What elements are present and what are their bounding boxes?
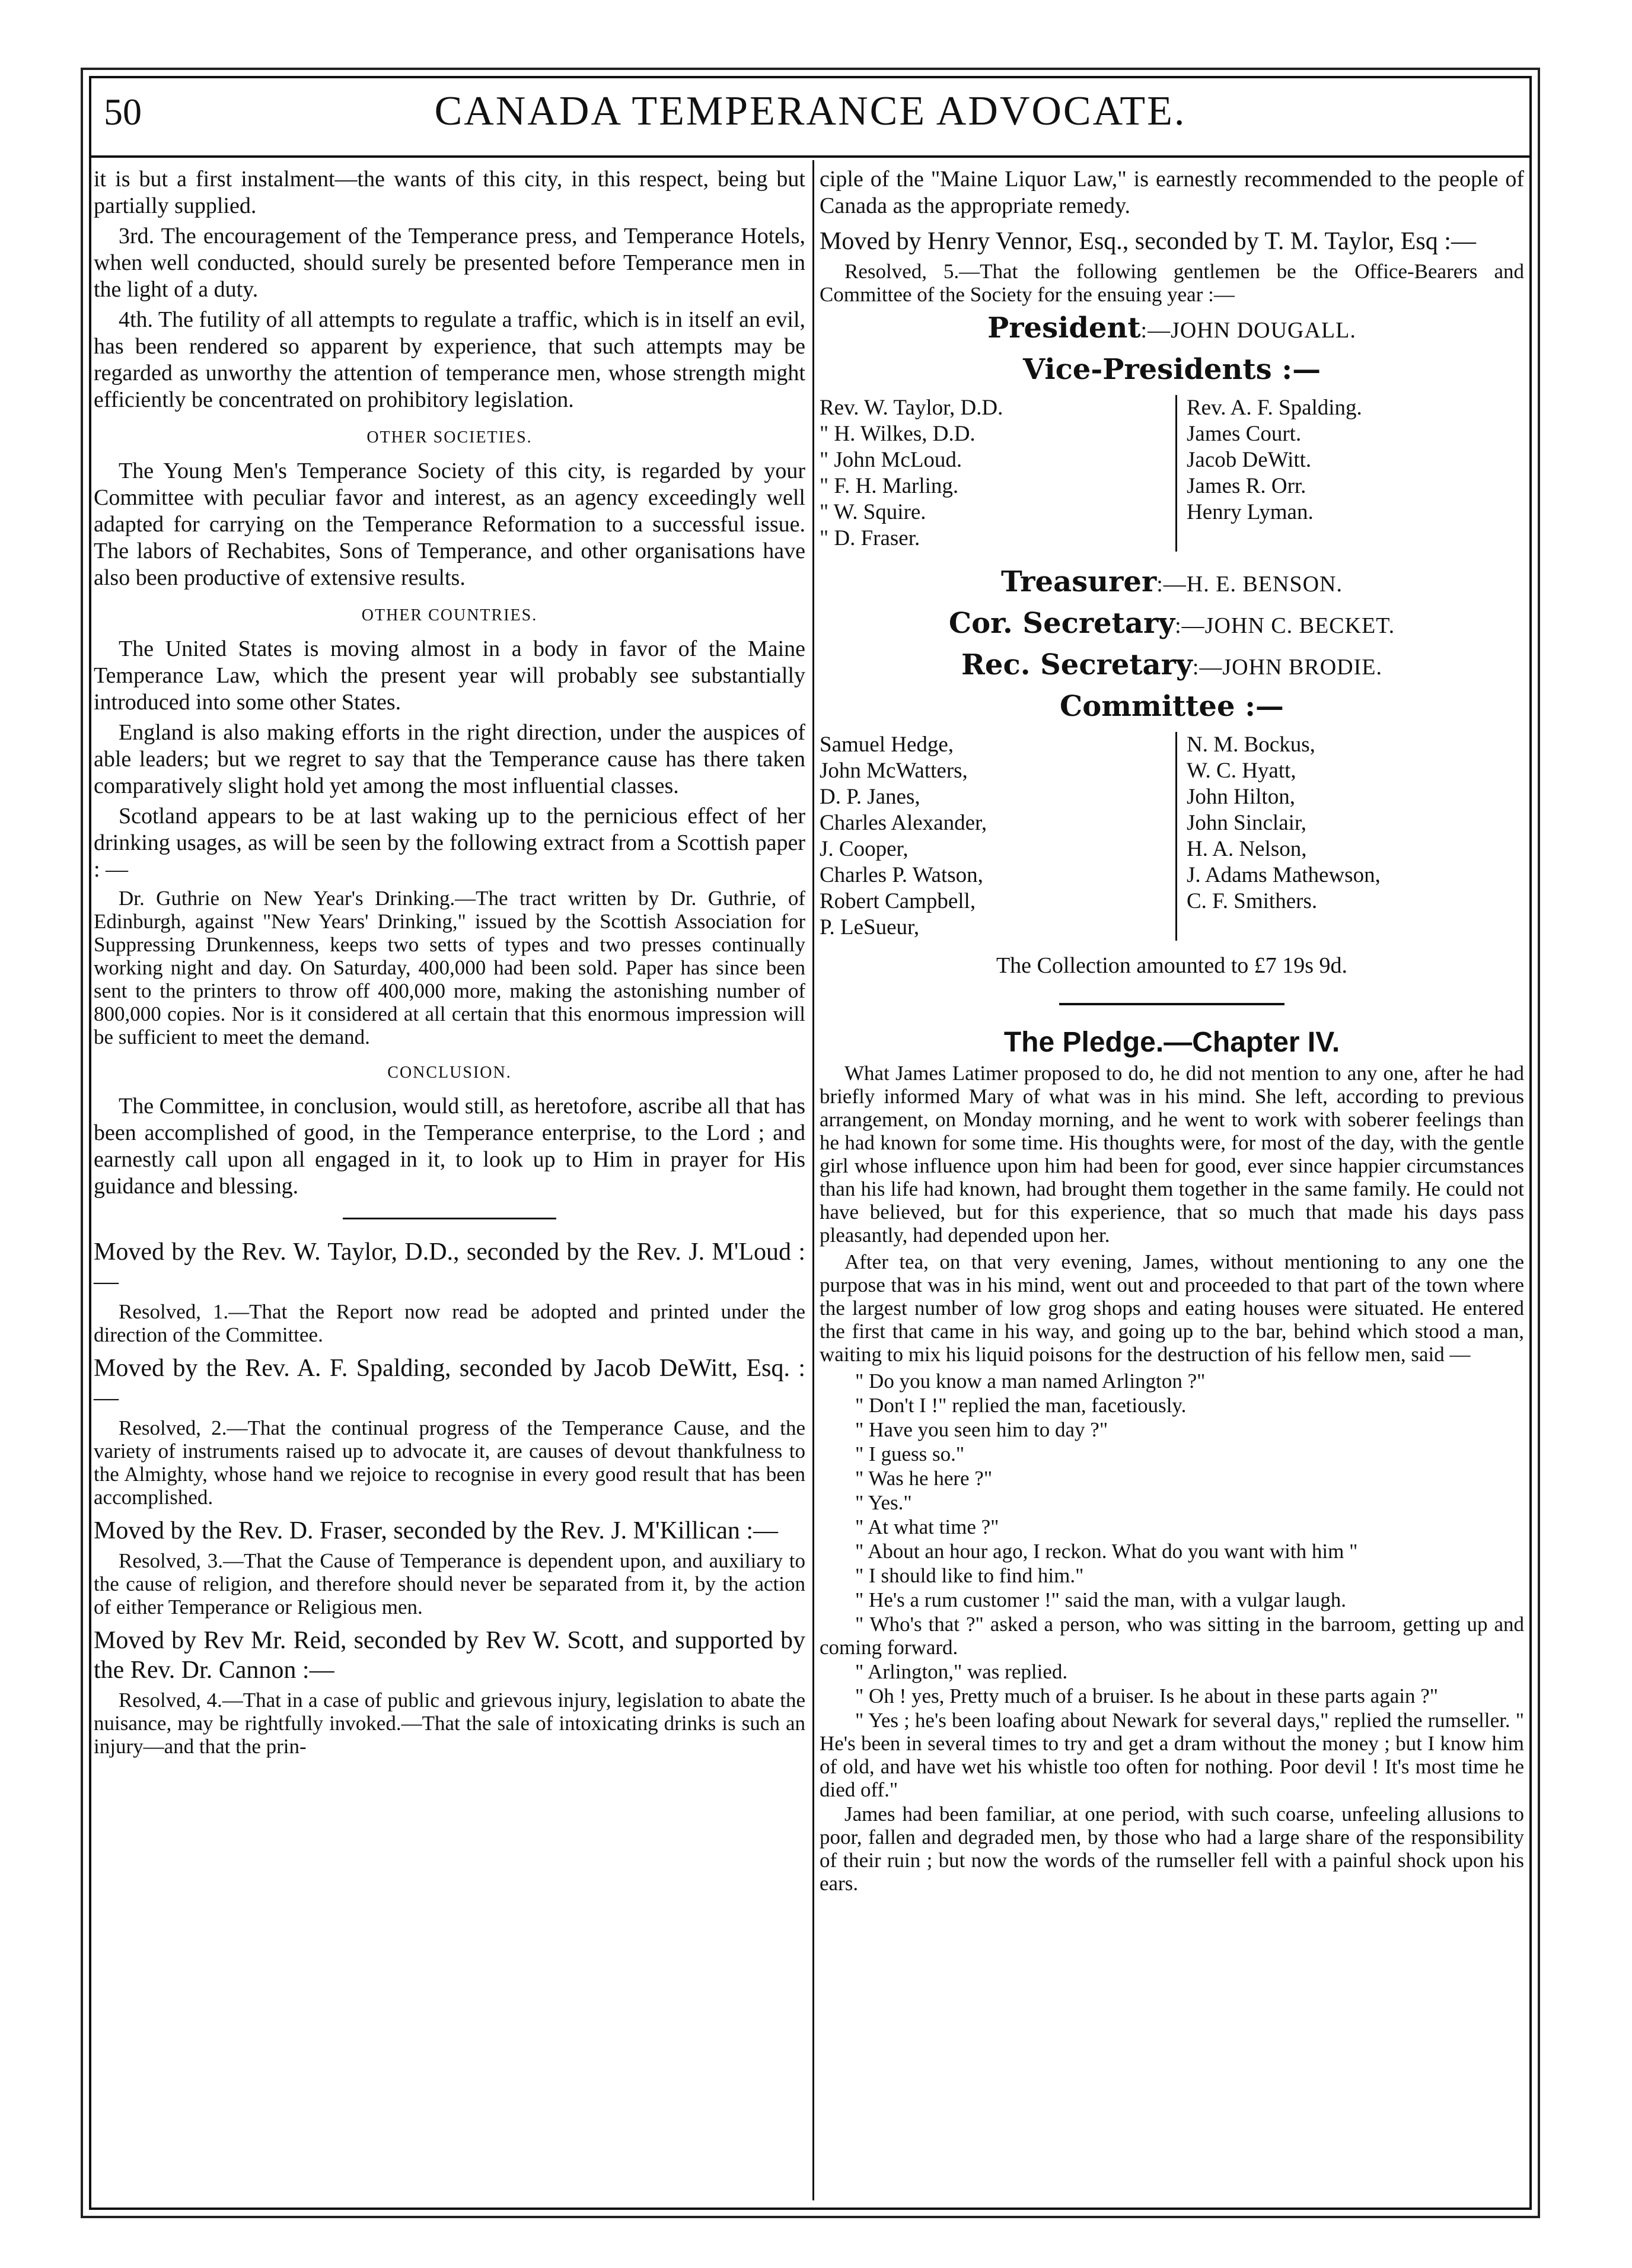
list-item: " John McLoud. bbox=[820, 448, 962, 472]
rec-secretary-line bbox=[820, 646, 1524, 686]
list-item: W. C. Hyatt, bbox=[1187, 759, 1296, 783]
paragraph: 4th. The futility of all attempts to regulate a traffic, which is in itself an evil, has been rendered so apparent by experience, that such attempts may be regarded as unworthy the attention of temperance men, whose strength might efficiently be concentrated on prohibitory legislation. bbox=[94, 307, 805, 412]
list-item: Rev. W. Taylor, D.D. bbox=[820, 396, 1003, 420]
list-item: John Sinclair, bbox=[1187, 811, 1307, 835]
rec-secretary-label: Rec. Secretary bbox=[961, 648, 1193, 681]
list-item: John Hilton, bbox=[1187, 785, 1295, 809]
committee-list bbox=[820, 732, 1524, 941]
list-item: H. A. Nelson, bbox=[1187, 837, 1307, 861]
motion: Moved by Henry Vennor, Esq., seconded by T. M. Taylor, Esq :— bbox=[820, 228, 1476, 255]
right-column bbox=[820, 166, 1524, 1899]
vice-presidents-label: Vice-Presidents :— bbox=[1022, 353, 1321, 386]
paragraph: England is also making efforts in the right direction, under the auspices of able leaders; but we regret to say that the Temperance cause has there taken comparatively slight hold yet among the most influential classes. bbox=[94, 720, 805, 798]
vice-presidents-list bbox=[820, 395, 1524, 552]
section-rule bbox=[1059, 1003, 1284, 1005]
resolution: Resolved, 4.—That in a case of public and grievous injury, legislation to abate the nuisance, may be rightfully invoked.—That the sale of intoxicating drinks is such an injury—and that the prin- bbox=[94, 1689, 805, 1758]
paragraph: 3rd. The encouragement of the Temperance press, and Temperance Hotels, when well conducted, should surely be presented before Temperance men in the light of a duty. bbox=[94, 224, 805, 302]
treasurer-label: Treasurer bbox=[1001, 565, 1157, 598]
resolution: Resolved, 3.—That the Cause of Temperance is dependent upon, and auxiliary to the cause of religion, and therefore should never be separated from it, by the action of either Temperance or Religious men. bbox=[94, 1549, 805, 1619]
paragraph: ciple of the "Maine Liquor Law," is earnestly recommended to the people of Canada as the appropriate remedy. bbox=[820, 167, 1524, 218]
vice-presidents-heading bbox=[820, 351, 1524, 389]
section-heading-other-countries: OTHER COUNTRIES. bbox=[361, 606, 538, 625]
dialogue-line: " Arlington," was replied. bbox=[855, 1660, 1068, 1683]
rec-secretary-name: :—JOHN BRODIE. bbox=[1192, 655, 1382, 680]
dialogue-line: " Don't I !" replied the man, facetiously. bbox=[855, 1394, 1187, 1417]
resolution: Resolved, 2.—That the continual progress of the Temperance Cause, and the variety of instruments raised up to advocate it, are causes of devout thankfulness to the Almighty, whose hand we rejoice to recognise in every good result that has been accomplished. bbox=[94, 1416, 805, 1509]
list-item: D. P. Janes, bbox=[820, 785, 920, 809]
dialogue-line: " Who's that ?" asked a person, who was sitting in the barroom, getting up and coming forward. bbox=[820, 1613, 1524, 1659]
story-paragraph: After tea, on that very evening, James, without mentioning to any one the purpose that was in his mind, went out and proceeded to that part of the town where the largest number of low grog shops and eating houses were situated. He entered the first that came in his way, and going up to the bar, behind which stood a man, waiting to mix his liquid poisons for the destruction of his fellow men, said — bbox=[820, 1250, 1524, 1366]
cor-secretary-line bbox=[820, 605, 1524, 644]
paragraph: it is but a first instalment—the wants of this city, in this respect, being but partially supplied. bbox=[94, 167, 805, 218]
committee-heading bbox=[820, 688, 1524, 726]
cor-secretary-label: Cor. Secretary bbox=[948, 607, 1175, 640]
section-heading-other-societies: OTHER SOCIETIES. bbox=[366, 428, 533, 447]
committee-column-2 bbox=[1175, 732, 1381, 941]
cor-secretary-name: :—JOHN C. BECKET. bbox=[1175, 613, 1395, 638]
resolution: Resolved, 1.—That the Report now read be adopted and printed under the direction of the Committee. bbox=[94, 1300, 805, 1346]
president-label: President bbox=[987, 311, 1141, 345]
president-name: :—JOHN DOUGALL. bbox=[1140, 318, 1356, 343]
list-item: Rev. A. F. Spalding. bbox=[1187, 396, 1362, 420]
story-paragraph: What James Latimer proposed to do, he did not mention to any one, after he had briefly informed Mary of what was in his mind. She left, according to previous arrangement, on Monday morning, and he went to work with soberer feelings than he had known for some time. His thoughts were, for most of the day, with the gentle girl whose influence upon him had been for good, ever since happier circumstances than his life had known, had brought them together in the same family. He could not have believed, but for this experience, that so much that made his days pass pleasantly, had depended upon her. bbox=[820, 1062, 1524, 1247]
list-item: " F. H. Marling. bbox=[820, 474, 959, 498]
section-rule bbox=[343, 1218, 556, 1219]
list-item: " H. Wilkes, D.D. bbox=[820, 422, 976, 446]
treasurer-line bbox=[820, 563, 1524, 603]
header-rule bbox=[89, 155, 1532, 158]
motion: Moved by the Rev. W. Taylor, D.D., seconded by the Rev. J. M'Loud :— bbox=[94, 1238, 805, 1295]
motion: Moved by the Rev. A. F. Spalding, seconded by Jacob DeWitt, Esq. : — bbox=[94, 1355, 805, 1412]
left-column bbox=[94, 166, 805, 1761]
dialogue-line: " Do you know a man named Arlington ?" bbox=[855, 1369, 1206, 1393]
vp-column-1 bbox=[820, 395, 1175, 552]
list-item: Jacob DeWitt. bbox=[1187, 448, 1312, 472]
committee-label: Committee :— bbox=[1060, 690, 1284, 723]
list-item: P. LeSueur, bbox=[820, 915, 920, 939]
quoted-extract: Dr. Guthrie on New Year's Drinking.—The tract written by Dr. Guthrie, of Edinburgh, against "New Years' Drinking," issued by the Scottish Association for Suppressing Drunkenness, keeps two setts of types and two presses continually working night and day. On Saturday, 400,000 had been sold. Paper has since been sent to the printers to throw off 400,000 more, making the astonishing number of 800,000 copies. Nor is it considered at all certain that this enormous impression will be sufficient to meet the demand. bbox=[94, 887, 805, 1049]
list-item: " D. Fraser. bbox=[820, 526, 920, 550]
section-heading-conclusion: CONCLUSION. bbox=[387, 1063, 512, 1082]
dialogue bbox=[820, 1369, 1524, 1801]
dialogue-line: " Yes ; he's been loafing about Newark for several days," replied the rumseller. " He's been in several times to try and get a dram without the money ; but I know him of old, and have wet his whistle too often for nothing. Poor devil ! It's most time he died off." bbox=[820, 1709, 1524, 1801]
dialogue-line: " I guess so." bbox=[855, 1442, 965, 1466]
list-item: J. Cooper, bbox=[820, 837, 909, 861]
treasurer-name: :—H. E. BENSON. bbox=[1156, 572, 1343, 597]
paragraph: The Young Men's Temperance Society of this city, is regarded by your Committee with peculiar favor and interest, as an agency exceedingly well adapted for carrying on the Temperance Reformation to a successful issue. The labors of Rechabites, Sons of Temperance, and other organisations have also been productive of extensive results. bbox=[94, 458, 805, 590]
committee-column-1 bbox=[820, 732, 1175, 941]
dialogue-line: " Oh ! yes, Pretty much of a bruiser. Is he about in these parts again ?" bbox=[855, 1684, 1439, 1708]
dialogue-line: " Yes." bbox=[855, 1491, 912, 1514]
dialogue-line: " I should like to find him." bbox=[855, 1564, 1084, 1587]
list-item: James R. Orr. bbox=[1187, 474, 1306, 498]
list-item: Charles Alexander, bbox=[820, 811, 987, 835]
list-item: James Court. bbox=[1187, 422, 1302, 446]
list-item: J. Adams Mathewson, bbox=[1187, 863, 1381, 887]
paragraph: The Committee, in conclusion, would still, as heretofore, ascribe all that has been accomplished of good, in the Temperance enterprise, to the Lord ; and earnestly call upon all engaged in it, to look up to Him in prayer for His guidance and blessing. bbox=[94, 1094, 805, 1199]
motion: Moved by Rev Mr. Reid, seconded by Rev W. Scott, and supported by the Rev. Dr. Cannon :— bbox=[94, 1627, 805, 1684]
chapter-title: The Pledge.—Chapter IV. bbox=[1003, 1027, 1340, 1058]
resolution: Resolved, 5.—That the following gentlemen be the Office-Bearers and Committee of the Society for the ensuing year :— bbox=[820, 260, 1524, 306]
list-item: Samuel Hedge, bbox=[820, 732, 954, 757]
dialogue-line: " About an hour ago, I reckon. What do you want with him " bbox=[855, 1540, 1358, 1563]
collection-note: The Collection amounted to £7 19s 9d. bbox=[996, 953, 1348, 978]
list-item: C. F. Smithers. bbox=[1187, 889, 1318, 913]
journal-title: CANADA TEMPERANCE ADVOCATE. bbox=[434, 88, 1187, 134]
paragraph: Scotland appears to be at last waking up to the pernicious effect of her drinking usages, as will be seen by the following extract from a Scottish paper : — bbox=[94, 804, 805, 882]
list-item: Henry Lyman. bbox=[1187, 500, 1314, 524]
column-divider bbox=[812, 160, 814, 2200]
paragraph: The United States is moving almost in a body in favor of the Maine Temperance Law, which the present year will probably see substantially introduced into some other States. bbox=[94, 636, 805, 715]
list-item: John McWatters, bbox=[820, 759, 968, 783]
motion: Moved by the Rev. D. Fraser, seconded by the Rev. J. M'Killican :— bbox=[94, 1517, 779, 1544]
dialogue-line: " Have you seen him to day ?" bbox=[855, 1418, 1108, 1441]
list-item: Robert Campbell, bbox=[820, 889, 976, 913]
page-number: 50 bbox=[104, 91, 142, 133]
story-paragraph: James had been familiar, at one period, with such coarse, unfeeling allusions to poor, fallen and degraded men, by those who had a large share of the responsibility of their ruin ; but now the words of the rumseller fell with a painful shock upon his ears. bbox=[820, 1802, 1524, 1895]
list-item: " W. Squire. bbox=[820, 500, 926, 524]
dialogue-line: " Was he here ?" bbox=[855, 1467, 993, 1490]
president-line bbox=[820, 310, 1524, 349]
dialogue-line: " He's a rum customer !" said the man, with a vulgar laugh. bbox=[855, 1588, 1347, 1611]
dialogue-line: " At what time ?" bbox=[855, 1515, 999, 1538]
list-item: Charles P. Watson, bbox=[820, 863, 983, 887]
vp-column-2 bbox=[1175, 395, 1362, 552]
list-item: N. M. Bockus, bbox=[1187, 732, 1315, 757]
